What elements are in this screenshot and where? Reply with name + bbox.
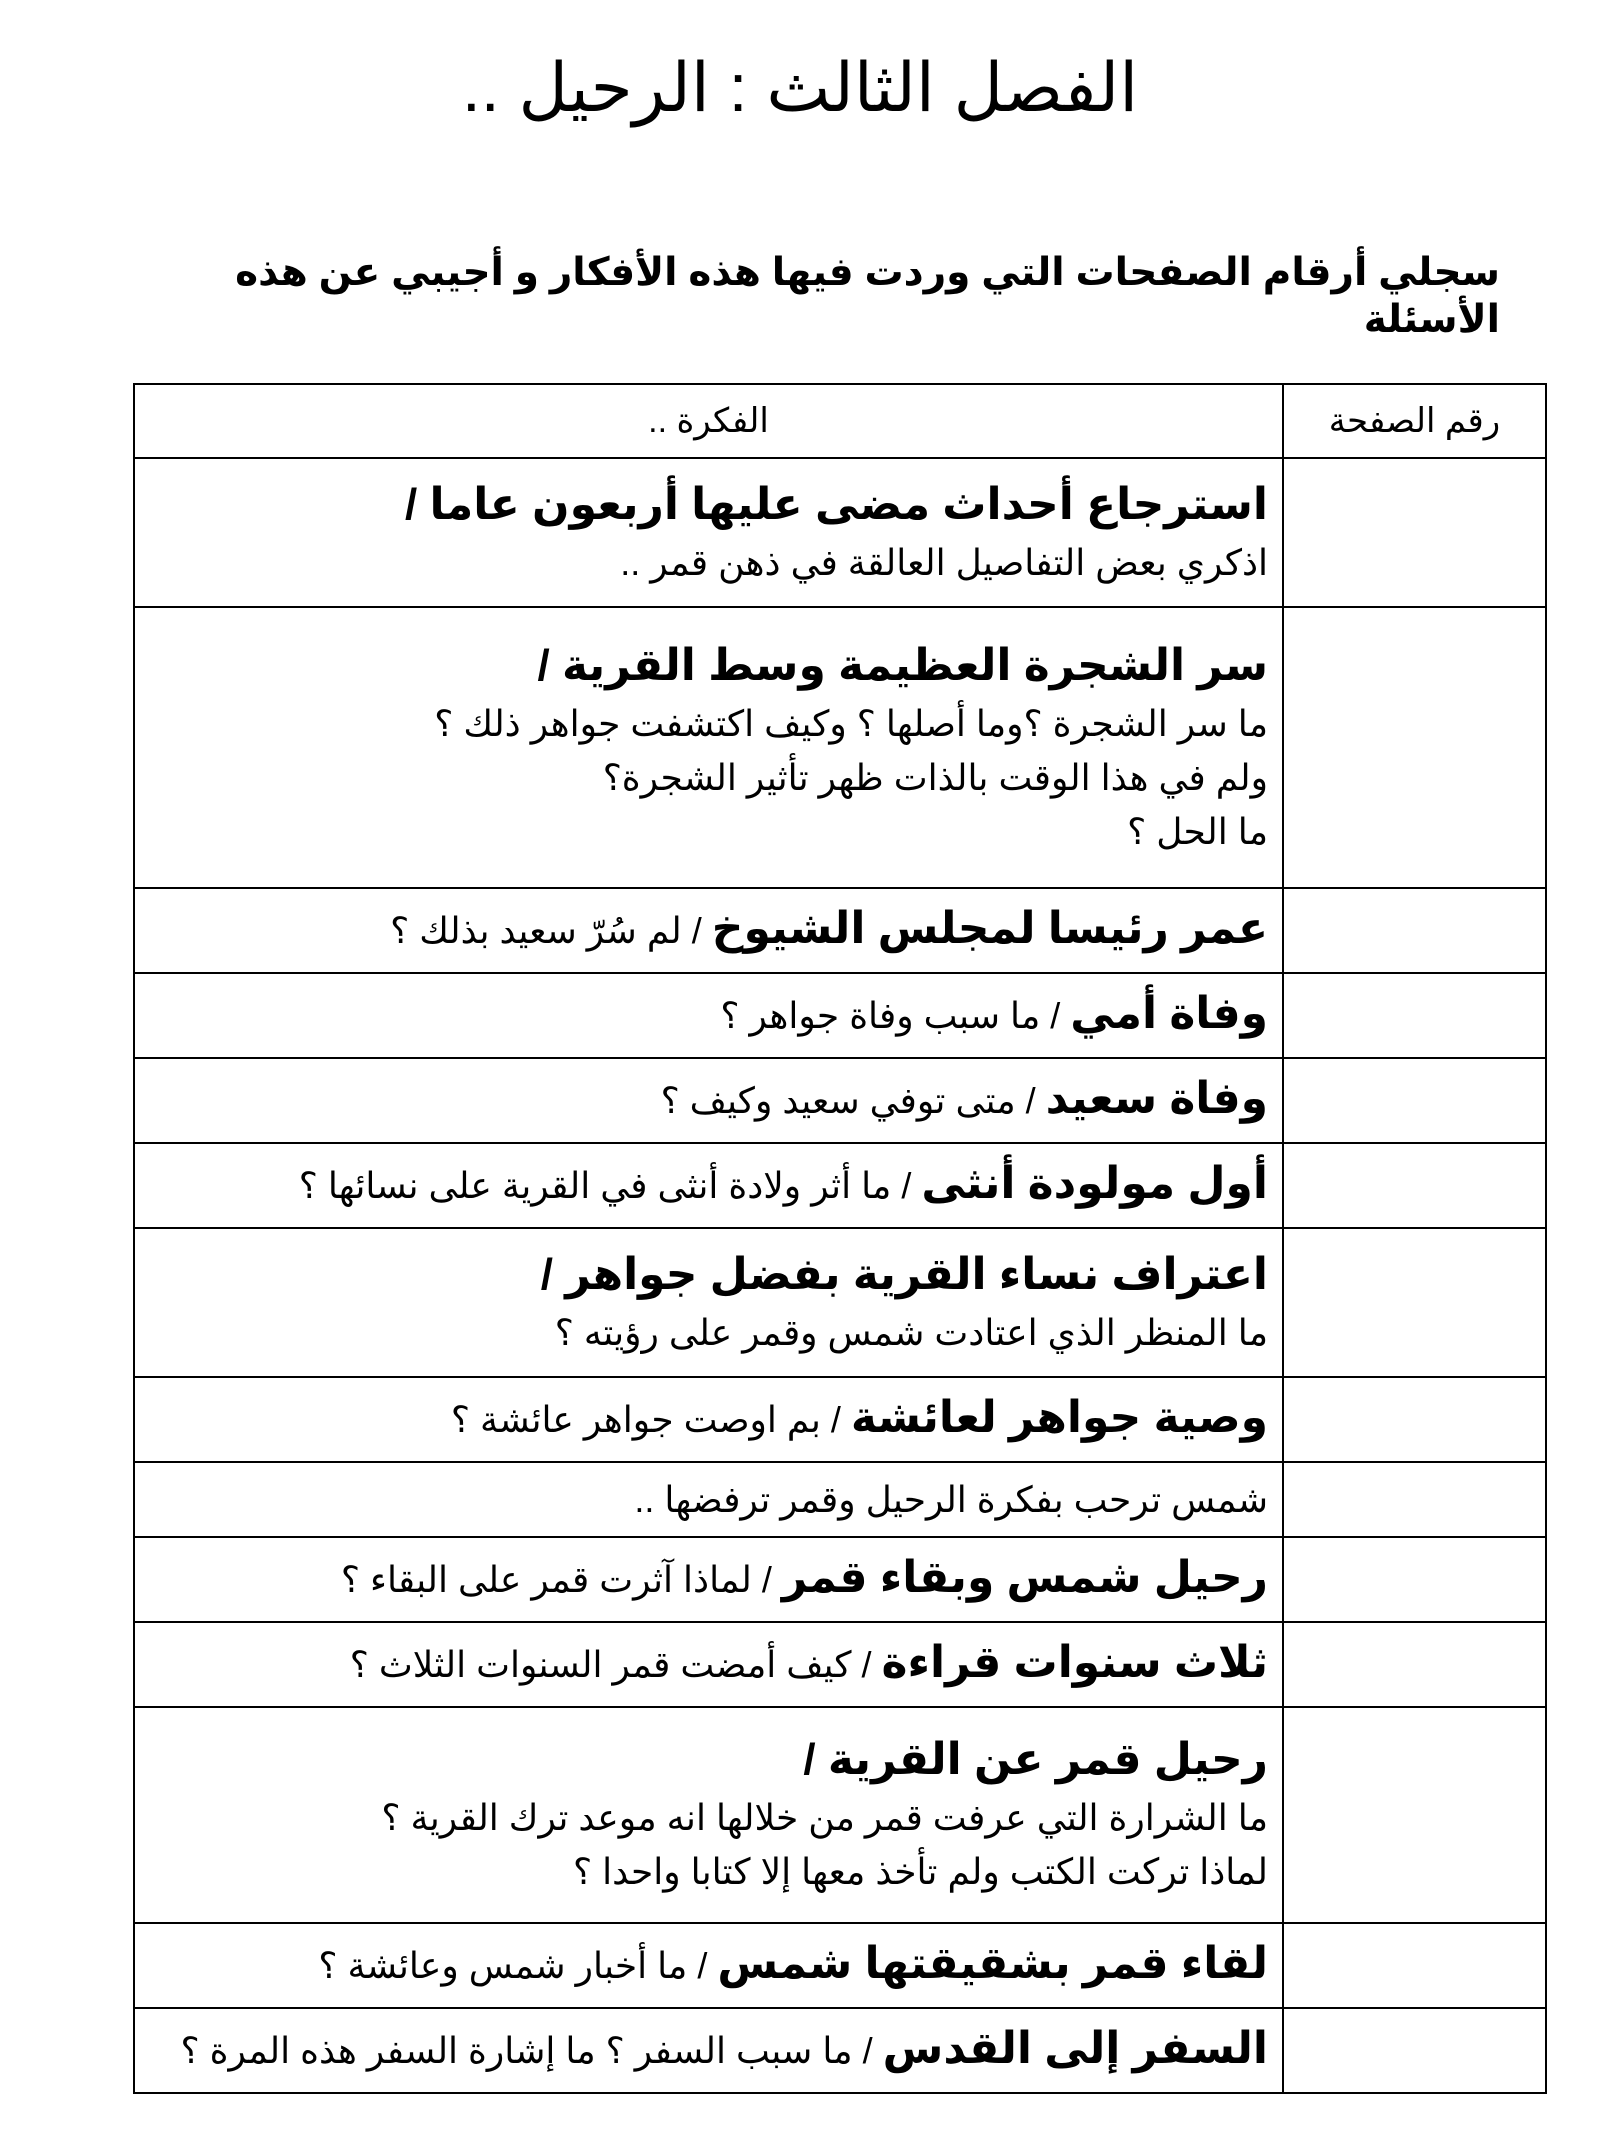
idea-cell	[134, 1923, 1283, 2008]
idea-question: شمس ترحب بفكرة الرحيل وقمر ترفضها ..	[634, 1478, 1268, 1520]
page-number-cell[interactable]	[1283, 1228, 1546, 1377]
page-number-cell[interactable]	[1283, 607, 1546, 888]
idea-topic: لقاء قمر بشقيقتها شمس	[717, 1938, 1268, 1988]
header-idea: الفكرة ..	[134, 384, 1283, 458]
table-row	[134, 2008, 1546, 2093]
separator: /	[1040, 994, 1071, 1036]
idea-cell	[134, 1707, 1283, 1923]
table-row	[134, 1377, 1546, 1462]
idea-topic: عمر رئيسا لمجلس الشيوخ	[711, 903, 1268, 953]
idea-question: لماذا آثرت قمر على البقاء ؟	[340, 1558, 752, 1600]
page-number-cell[interactable]	[1283, 1923, 1546, 2008]
idea-question: ما أثر ولادة أنثى في القرية على نسائها ؟	[298, 1164, 892, 1206]
idea-topic: اعتراف نساء القرية بفضل جواهر /	[540, 1249, 1268, 1299]
table-row	[134, 1622, 1546, 1707]
idea-topic: ثلاث سنوات قراءة	[881, 1637, 1268, 1687]
idea-question: ما سبب وفاة جواهر ؟	[720, 994, 1041, 1036]
idea-question: ما الحل ؟	[1127, 810, 1268, 852]
idea-topic: رحيل شمس وبقاء قمر	[781, 1552, 1268, 1602]
page-number-cell[interactable]	[1283, 973, 1546, 1058]
idea-question: كيف أمضت قمر السنوات الثلاث ؟	[349, 1643, 852, 1685]
idea-question: لماذا تركت الكتب ولم تأخذ معها إلا كتابا واحدا ؟	[572, 1851, 1268, 1892]
idea-question: ما سبب السفر ؟ ما إشارة السفر هذه المرة ؟	[180, 2029, 853, 2071]
idea-cell	[134, 1377, 1283, 1462]
idea-topic: أول مولودة أنثى	[921, 1158, 1268, 1208]
page-title: الفصل الثالث : الرحيل ..	[461, 50, 1139, 126]
idea-cell	[134, 458, 1283, 607]
separator: /	[851, 1643, 882, 1685]
instructions: سجلي أرقام الصفحات التي وردت فيها هذه الأفكار و أجيبي عن هذه الأسئلة	[235, 251, 1500, 341]
separator: /	[681, 909, 712, 951]
separator: /	[1015, 1079, 1046, 1121]
table-row	[134, 973, 1546, 1058]
table-row	[134, 1058, 1546, 1143]
idea-question: بم اوصت جواهر عائشة ؟	[450, 1398, 821, 1440]
table-row	[134, 607, 1546, 888]
idea-cell	[134, 2008, 1283, 2093]
page-number-cell[interactable]	[1283, 2008, 1546, 2093]
idea-question: متى توفي سعيد وكيف ؟	[660, 1079, 1016, 1121]
idea-question: ما سر الشجرة ؟وما أصلها ؟ وكيف اكتشفت جواهر ذلك ؟	[434, 702, 1268, 744]
separator: /	[687, 1944, 718, 1986]
idea-question: اذكري بعض التفاصيل العالقة في ذهن قمر ..	[620, 541, 1268, 583]
idea-topic: وفاة أمي	[1070, 988, 1268, 1038]
table-row	[134, 1537, 1546, 1622]
table-row	[134, 1462, 1546, 1537]
idea-question: ما المنظر الذي اعتادت شمس وقمر على رؤيته ؟	[554, 1311, 1268, 1353]
table-row	[134, 888, 1546, 973]
idea-cell	[134, 1228, 1283, 1377]
ideas-table	[133, 383, 1547, 2094]
idea-cell	[134, 1462, 1283, 1537]
table-row	[134, 458, 1546, 607]
table-row	[134, 1228, 1546, 1377]
separator: /	[852, 2029, 883, 2071]
separator: /	[820, 1398, 851, 1440]
idea-topic: سر الشجرة العظيمة وسط القرية /	[537, 640, 1268, 690]
table-row	[134, 1143, 1546, 1228]
idea-topic: استرجاع أحداث مضى عليها أربعون عاما /	[405, 479, 1268, 529]
idea-question: ولم في هذا الوقت بالذات ظهر تأثير الشجرة؟	[602, 756, 1268, 798]
idea-cell	[134, 1058, 1283, 1143]
page-number-cell[interactable]	[1283, 458, 1546, 607]
page-number-cell[interactable]	[1283, 1622, 1546, 1707]
page-number-cell[interactable]	[1283, 1143, 1546, 1228]
table-header-row	[134, 384, 1546, 458]
page-number-cell[interactable]	[1283, 888, 1546, 973]
idea-topic: وصية جواهر لعائشة	[850, 1392, 1268, 1442]
idea-topic: رحيل قمر عن القرية /	[803, 1735, 1268, 1784]
page-number-cell[interactable]	[1283, 1537, 1546, 1622]
idea-topic: السفر إلى القدس	[882, 2023, 1268, 2073]
table-row	[134, 1923, 1546, 2008]
header-page-number: رقم الصفحة	[1283, 384, 1546, 458]
separator: /	[891, 1164, 922, 1206]
separator: /	[751, 1558, 782, 1600]
page-number-cell[interactable]	[1283, 1058, 1546, 1143]
idea-cell	[134, 973, 1283, 1058]
idea-topic: وفاة سعيد	[1045, 1073, 1268, 1123]
table-row	[134, 1707, 1546, 1923]
page-number-cell[interactable]	[1283, 1462, 1546, 1537]
idea-question: ما الشرارة التي عرفت قمر من خلالها انه موعد ترك القرية ؟	[381, 1797, 1268, 1838]
idea-cell	[134, 888, 1283, 973]
idea-cell	[134, 607, 1283, 888]
page-number-cell[interactable]	[1283, 1707, 1546, 1923]
idea-question: ما أخبار شمس وعائشة ؟	[318, 1944, 688, 1986]
idea-cell	[134, 1537, 1283, 1622]
idea-cell	[134, 1622, 1283, 1707]
page-number-cell[interactable]	[1283, 1377, 1546, 1462]
idea-cell	[134, 1143, 1283, 1228]
idea-question: لم سُرّ سعيد بذلك ؟	[390, 909, 682, 951]
